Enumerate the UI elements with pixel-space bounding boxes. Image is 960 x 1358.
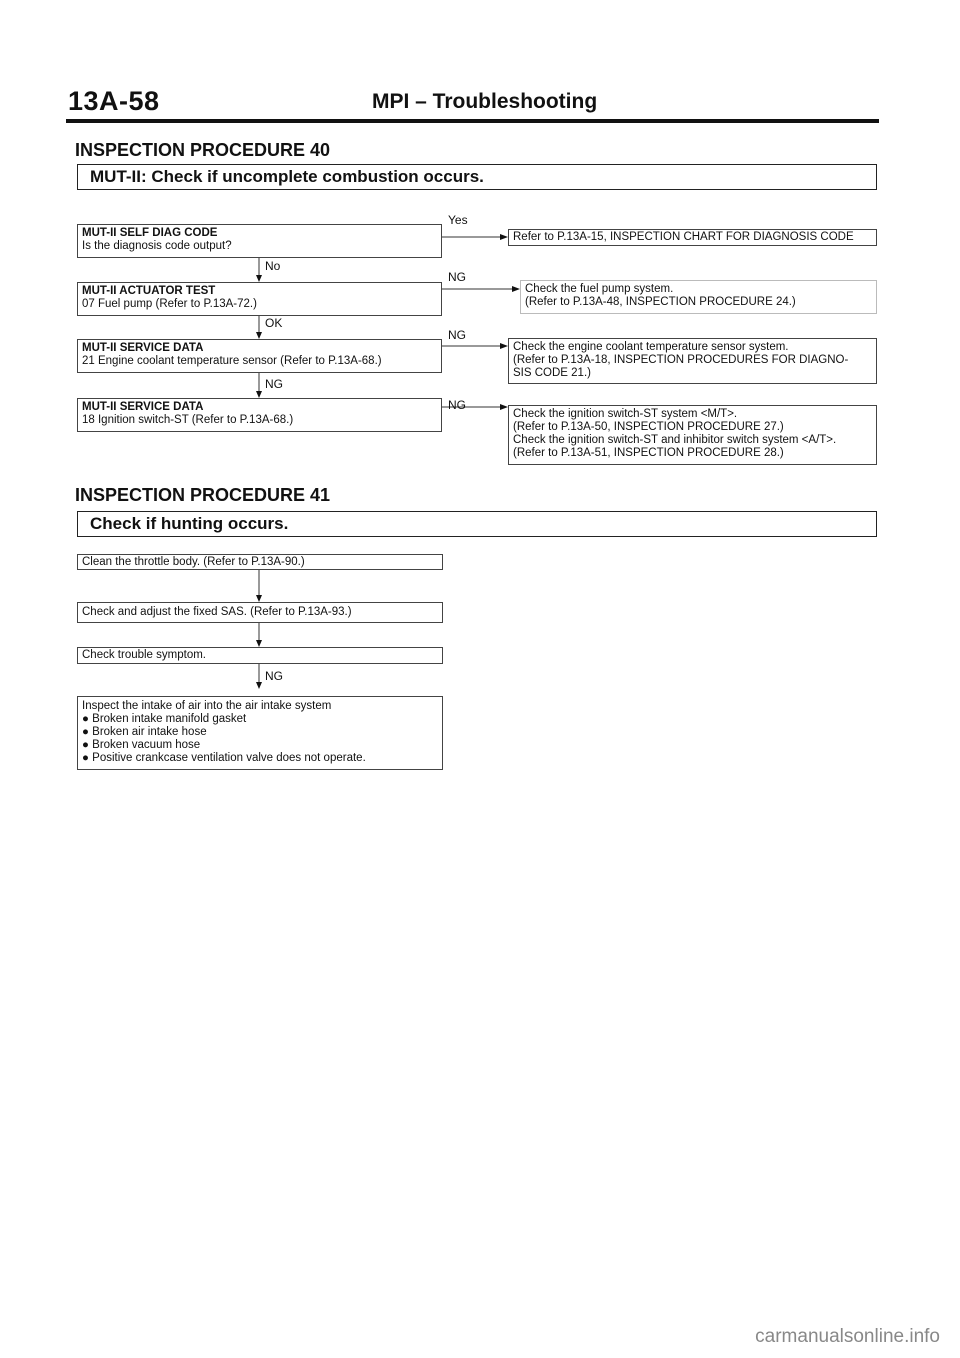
- list-item: ● Broken intake manifold gasket: [82, 713, 247, 725]
- down-label-ng: NG: [265, 377, 283, 391]
- result-line: (Refer to P.13A-48, INSPECTION PROCEDURE 24.): [525, 296, 796, 308]
- list-item-text: Positive crankcase ventilation valve does not operate.: [92, 752, 366, 764]
- side-label-yes: Yes: [448, 213, 468, 227]
- result-line: Refer to P.13A-15, INSPECTION CHART FOR DIAGNOSIS CODE: [513, 231, 854, 243]
- step-text: Clean the throttle body. (Refer to P.13A-90.): [82, 556, 305, 568]
- procedure-40-title: MUT-II: Check if uncomplete combustion occurs.: [77, 164, 877, 190]
- proc41-down-label-ng: NG: [265, 669, 283, 683]
- list-item: ● Broken air intake hose: [82, 726, 207, 738]
- procedure-41-heading: INSPECTION PROCEDURE 41: [75, 485, 331, 505]
- step-title: MUT-II SERVICE DATA: [82, 342, 204, 354]
- procedure-40-heading: INSPECTION PROCEDURE 40: [75, 140, 331, 160]
- step-title: MUT-II ACTUATOR TEST: [82, 285, 216, 297]
- step-title: MUT-II SERVICE DATA: [82, 401, 204, 413]
- proc41-step-check-symptom: [77, 647, 443, 664]
- proc40-result-fuel-pump: [520, 280, 877, 314]
- proc41-final-inspection: [77, 696, 443, 770]
- page-number: 13A-58: [68, 86, 160, 116]
- side-label-ng-2: NG: [448, 328, 466, 342]
- step-text: 21 Engine coolant temperature sensor (Refer to P.13A-68.): [82, 355, 382, 367]
- result-line: SIS CODE 21.): [513, 367, 591, 379]
- result-line: (Refer to P.13A-18, INSPECTION PROCEDURES FOR DIAGNO-: [513, 354, 849, 366]
- result-line: (Refer to P.13A-50, INSPECTION PROCEDURE 27.): [513, 421, 784, 433]
- result-line: Check the engine coolant temperature sensor system.: [513, 341, 789, 353]
- list-item-text: Broken intake manifold gasket: [92, 713, 247, 725]
- page-title: MPI – Troubleshooting: [372, 90, 598, 113]
- side-label-ng-3: NG: [448, 398, 466, 412]
- proc40-step-service-data-21: [77, 339, 442, 373]
- proc40-step-self-diag: [77, 224, 442, 258]
- step-text: 07 Fuel pump (Refer to P.13A-72.): [82, 298, 257, 310]
- proc40-result-ignition-switch: [508, 405, 877, 465]
- result-line: Check the ignition switch-ST system <M/T>.: [513, 408, 738, 420]
- proc41-step-clean-throttle: [77, 554, 443, 570]
- proc40-result-diag-chart: [508, 229, 877, 246]
- proc40-result-coolant-sensor: [508, 338, 877, 384]
- proc40-step-actuator-test: [77, 282, 442, 316]
- inspection-intro: Inspect the intake of air into the air intake system: [82, 700, 332, 712]
- down-label-no: No: [265, 259, 281, 273]
- proc41-step-adjust-sas: [77, 602, 443, 623]
- result-line: (Refer to P.13A-51, INSPECTION PROCEDURE 28.): [513, 447, 784, 459]
- result-line: Check the ignition switch-ST and inhibitor switch system <A/T>.: [513, 434, 837, 446]
- step-text: Is the diagnosis code output?: [82, 240, 232, 252]
- result-line: Check the fuel pump system.: [525, 283, 674, 295]
- list-item: ● Broken vacuum hose: [82, 739, 201, 751]
- procedure-41-title: Check if hunting occurs.: [77, 511, 877, 537]
- proc40-step-service-data-18: [77, 398, 442, 432]
- step-text: Check and adjust the fixed SAS. (Refer to P.13A-93.): [82, 606, 352, 618]
- site-watermark: carmanualsonline.info: [755, 1326, 940, 1347]
- step-title: MUT-II SELF DIAG CODE: [82, 227, 218, 239]
- down-label-ok: OK: [265, 316, 283, 330]
- side-label-ng-1: NG: [448, 270, 466, 284]
- list-item-text: Broken air intake hose: [92, 726, 207, 738]
- step-text: Check trouble symptom.: [82, 649, 206, 661]
- step-text: 18 Ignition switch-ST (Refer to P.13A-68.): [82, 414, 294, 426]
- list-item-text: Broken vacuum hose: [92, 739, 201, 751]
- list-item: ● Positive crankcase ventilation valve does not operate.: [82, 752, 366, 764]
